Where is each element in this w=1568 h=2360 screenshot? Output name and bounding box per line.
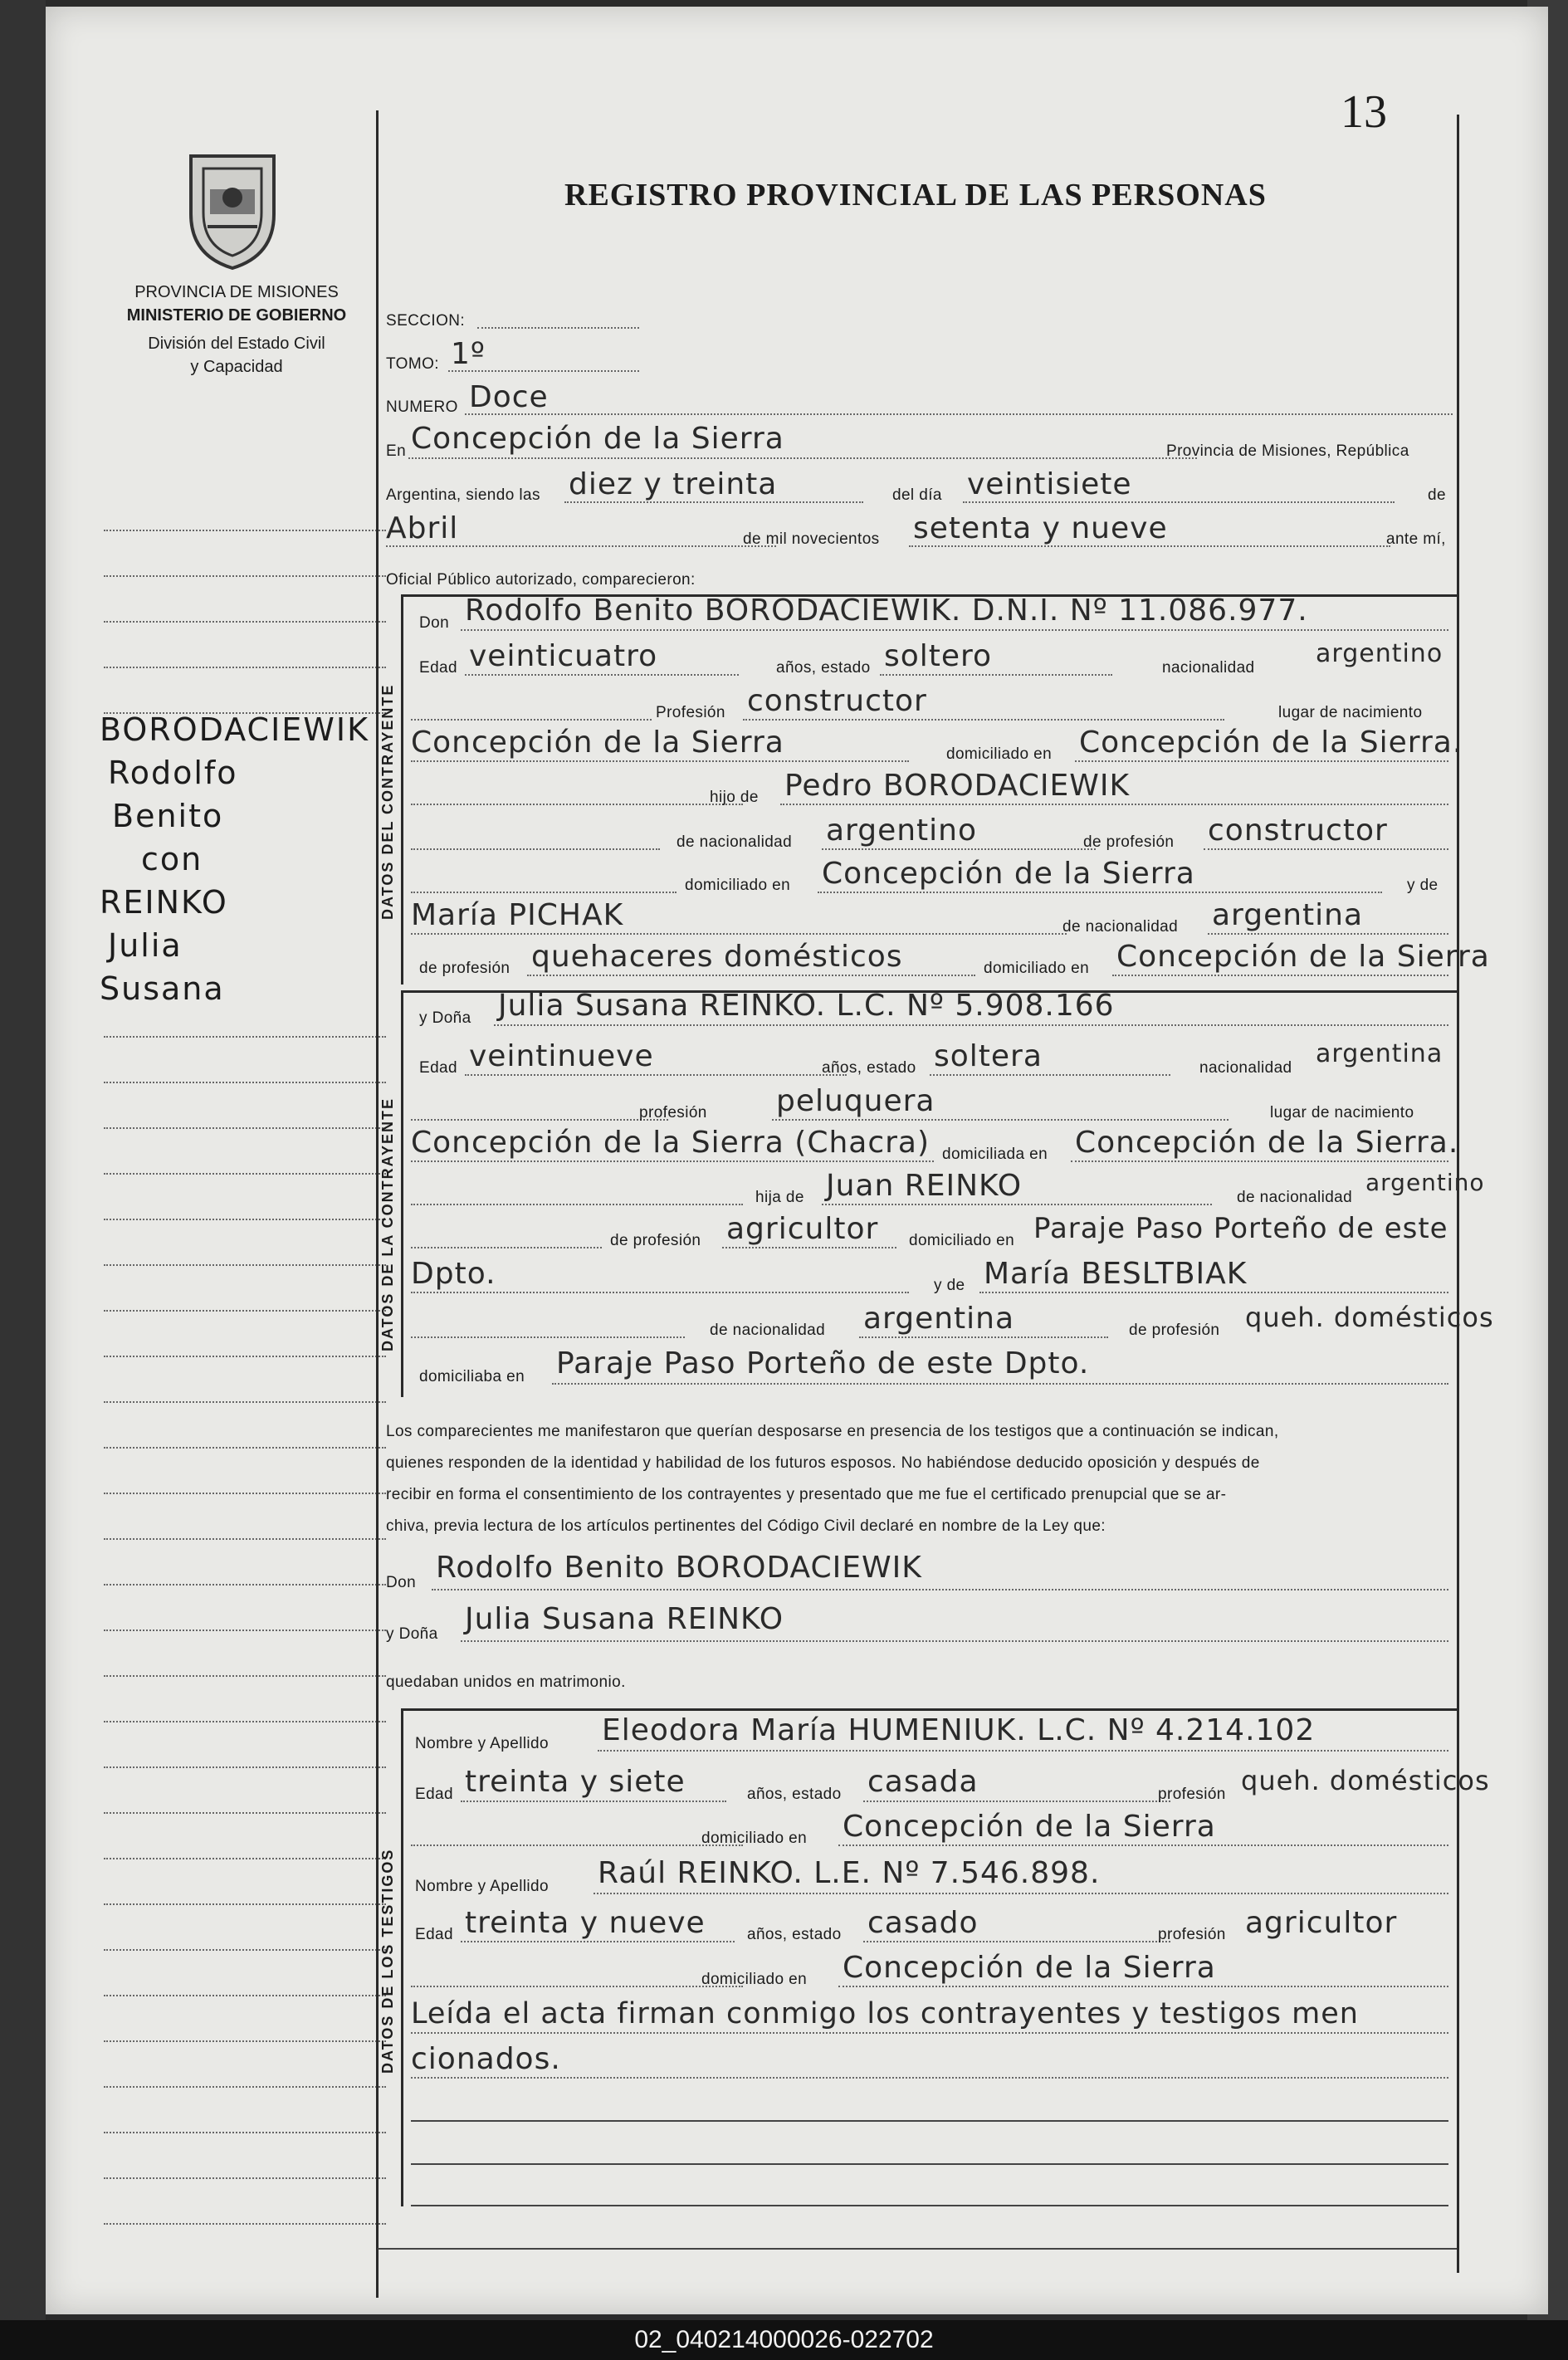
groom-father: Pedro BORODACIEWIK <box>784 769 1131 803</box>
quedaban-text: quedaban unidos en matrimonio. <box>386 1673 626 1691</box>
bride-father-profesion: agricultor <box>726 1212 879 1246</box>
del-dia-label: del día <box>892 486 942 504</box>
y-de-label: y de <box>1407 877 1439 894</box>
nacionalidad-label: nacionalidad <box>1199 1059 1292 1077</box>
de-nacionalidad-label: de nacionalidad <box>1062 918 1179 936</box>
legal-text-line: chiva, previa lectura de los artículos pertinentes del Código Civil declaré en nombre de la Ley que: <box>386 1517 1106 1535</box>
witness1-age: treinta y siete <box>465 1765 686 1799</box>
witness2-profesion: agricultor <box>1245 1906 1398 1940</box>
bride-nacionalidad: argentina <box>1316 1039 1443 1068</box>
page-number: 13 <box>1341 86 1387 138</box>
margin-note-line: Julia <box>108 927 183 964</box>
oficial-label: Oficial Público autorizado, comparecieron: <box>386 571 696 589</box>
domiciliado-label: domiciliado en <box>701 1971 808 1988</box>
lugar-nacimiento-label: lugar de nacimiento <box>1270 1104 1414 1121</box>
provincia-label: Provincia de Misiones, República <box>1166 442 1409 460</box>
de-profesion-label: de profesión <box>610 1232 701 1249</box>
de-label: de <box>1428 486 1446 504</box>
groom-mother-domicile: Concepción de la Sierra <box>1116 940 1490 974</box>
domiciliada-label: domiciliada en <box>942 1146 1048 1163</box>
y-dona-label: y Doña <box>386 1625 438 1643</box>
anios-estado-label: años, estado <box>776 659 871 677</box>
seccion-label: SECCION: <box>386 312 466 330</box>
page-title: REGISTRO PROVINCIAL DE LAS PERSONAS <box>564 178 1267 213</box>
register-page <box>46 7 1548 2314</box>
de-profesion-label: de profesión <box>419 960 510 977</box>
groom-birthplace: Concepción de la Sierra <box>411 726 784 760</box>
edad-label: Edad <box>419 659 457 677</box>
anios-estado-label: años, estado <box>747 1786 842 1803</box>
groom-profesion: constructor <box>747 684 927 718</box>
de-nacionalidad-label: de nacionalidad <box>710 1322 826 1339</box>
domiciliado-label: domiciliado en <box>984 960 1090 977</box>
anio-value: setenta y nueve <box>913 511 1168 545</box>
profesion-label: profesión <box>1158 1926 1226 1943</box>
de-profesion-label: de profesión <box>1129 1322 1220 1339</box>
legal-text-line: quienes responden de la identidad y habilidad de los futuros esposos. No habiéndose deducido oposición y después de <box>386 1454 1260 1472</box>
hora-value: diez y treinta <box>569 467 778 501</box>
bride-father-nacionalidad: argentino <box>1365 1169 1485 1196</box>
tomo-label: TOMO: <box>386 355 439 373</box>
section-label-contrayente-f: DATOS DE LA CONTRAYENTE <box>379 1097 396 1351</box>
y-de-label: y de <box>934 1277 965 1294</box>
witness2-domicile: Concepción de la Sierra <box>843 1951 1216 1985</box>
argentina-siendo-label: Argentina, siendo las <box>386 486 540 504</box>
y-dona-label: y Doña <box>419 1009 471 1027</box>
section-rule <box>401 990 403 1397</box>
section-divider <box>401 1708 1457 1711</box>
coat-of-arms-emblem <box>178 148 286 272</box>
bride-mother: María BESLTBIAK <box>984 1257 1248 1291</box>
closing-line-2: cionados. <box>411 2042 561 2076</box>
nacionalidad-label: nacionalidad <box>1162 659 1255 677</box>
agency-ministry: MINISTERIO DE GOBIERNO <box>126 306 347 325</box>
dia-value: veintisiete <box>967 467 1132 501</box>
groom-nacionalidad: argentino <box>1316 639 1443 668</box>
bride-estado: soltera <box>934 1039 1043 1073</box>
lugar-value: Concepción de la Sierra <box>411 422 784 456</box>
margin-note-line: Benito <box>112 798 224 834</box>
don-label: Don <box>386 1574 417 1591</box>
groom-domicile: Concepción de la Sierra. <box>1079 726 1463 760</box>
witness2-estado: casado <box>867 1906 979 1940</box>
closing-line-1: Leída el acta firman conmigo los contrayentes y testigos men <box>411 1997 1359 2030</box>
de-nacionalidad-label: de nacionalidad <box>677 833 793 851</box>
witness1-profesion: queh. domésticos <box>1241 1765 1490 1796</box>
edad-label: Edad <box>415 1786 453 1803</box>
witness1-name: Eleodora María HUMENIUK. L.C. Nº 4.214.102 <box>602 1713 1316 1747</box>
groom-mother: María PICHAK <box>411 898 624 932</box>
bride-mother-domicile: Paraje Paso Porteño de este Dpto. <box>556 1346 1090 1380</box>
ante-mi-label: ante mí, <box>1386 530 1446 548</box>
numero-label: NUMERO <box>386 398 458 416</box>
bride-father: Juan REINKO <box>826 1169 1023 1203</box>
legal-text-line: recibir en forma el consentimiento de los contrayentes y presentado que me fue el certificado prenupcial que se ar- <box>386 1486 1227 1503</box>
hijo-de-label: hijo de <box>710 789 759 806</box>
witness1-estado: casada <box>867 1765 979 1799</box>
de-mil-label: de mil novecientos <box>743 530 880 548</box>
bride-profesion: peluquera <box>776 1084 935 1118</box>
section-rule <box>401 1708 403 2206</box>
groom-father-profesion: constructor <box>1208 814 1388 848</box>
domiciliado-label: domiciliado en <box>685 877 791 894</box>
en-label: En <box>386 442 407 460</box>
declaration-bride: Julia Susana REINKO <box>465 1602 784 1636</box>
bride-birthplace: Concepción de la Sierra (Chacra) <box>411 1126 931 1160</box>
profesion-label: Profesión <box>656 704 725 721</box>
de-nacionalidad-label: de nacionalidad <box>1237 1189 1353 1206</box>
bride-name: Julia Susana REINKO. L.C. Nº 5.908.166 <box>498 989 1115 1023</box>
margin-note-line: con <box>141 841 203 877</box>
profesion-label: profesión <box>639 1104 707 1121</box>
nombre-apellido-label: Nombre y Apellido <box>415 1878 549 1895</box>
legal-text <box>386 1416 1453 1542</box>
margin-note-line: Susana <box>100 970 225 1007</box>
groom-estado: soltero <box>884 639 993 673</box>
nombre-apellido-label: Nombre y Apellido <box>415 1735 549 1752</box>
legal-text-line: Los comparecientes me manifestaron que querían desposarse en presencia de los testigos que a continuación se indican, <box>386 1423 1279 1440</box>
margin-note <box>100 708 369 1010</box>
groom-father-domicile: Concepción de la Sierra <box>822 857 1195 891</box>
lugar-nacimiento-label: lugar de nacimiento <box>1278 704 1423 721</box>
bride-domicile: Concepción de la Sierra. <box>1075 1126 1459 1160</box>
bride-mother-nacionalidad: argentina <box>863 1302 1015 1336</box>
groom-name: Rodolfo Benito BORODACIEWIK. D.N.I. Nº 11.086.977. <box>465 594 1308 628</box>
section-label-testigos: DATOS DE LOS TESTIGOS <box>379 1848 396 2074</box>
bride-age: veintinueve <box>469 1039 654 1073</box>
domiciliado-label: domiciliado en <box>909 1232 1015 1249</box>
mes-value: Abril <box>386 511 459 545</box>
book-spine <box>0 0 46 2360</box>
section-rule <box>401 594 403 985</box>
groom-mother-nacionalidad: argentina <box>1212 898 1364 932</box>
groom-father-nacionalidad: argentino <box>826 814 978 848</box>
declaration-groom: Rodolfo Benito BORODACIEWIK <box>436 1551 922 1585</box>
don-label: Don <box>419 614 450 632</box>
column-rule <box>376 110 379 2298</box>
agency-division-sub: y Capacidad <box>190 358 283 376</box>
section-label-contrayente: DATOS DEL CONTRAYENTE <box>379 683 396 920</box>
bride-father-domicile-cont: Dpto. <box>411 1257 496 1291</box>
tomo-value: 1º <box>451 337 486 371</box>
witness1-domicile: Concepción de la Sierra <box>843 1810 1216 1844</box>
margin-note-line: Rodolfo <box>108 755 238 791</box>
scan-id-footer: 02_040214000026-022702 <box>0 2320 1568 2360</box>
witness2-age: treinta y nueve <box>465 1906 706 1940</box>
profesion-label: profesión <box>1158 1786 1226 1803</box>
hija-de-label: hija de <box>755 1189 804 1206</box>
bride-father-domicile: Paraje Paso Porteño de este <box>1033 1212 1448 1245</box>
agency-province: PROVINCIA DE MISIONES <box>134 283 339 301</box>
domiciliado-label: domiciliado en <box>946 745 1053 763</box>
de-profesion-label: de profesión <box>1083 833 1175 851</box>
numero-value: Doce <box>469 380 549 414</box>
edad-label: Edad <box>415 1926 453 1943</box>
domiciliaba-label: domiciliaba en <box>419 1368 525 1385</box>
agency-division: División del Estado Civil <box>148 335 325 353</box>
witness2-name: Raúl REINKO. L.E. Nº 7.546.898. <box>598 1856 1101 1890</box>
groom-age: veinticuatro <box>469 639 658 673</box>
groom-mother-profesion: quehaceres domésticos <box>531 940 903 974</box>
domiciliado-label: domiciliado en <box>701 1830 808 1847</box>
margin-note-line: REINKO <box>100 884 228 921</box>
anios-estado-label: años, estado <box>747 1926 842 1943</box>
anios-estado-label: años, estado <box>822 1059 916 1077</box>
edad-label: Edad <box>419 1059 457 1077</box>
bride-mother-profesion: queh. domésticos <box>1245 1302 1494 1333</box>
margin-note-line: BORODACIEWIK <box>100 711 369 748</box>
